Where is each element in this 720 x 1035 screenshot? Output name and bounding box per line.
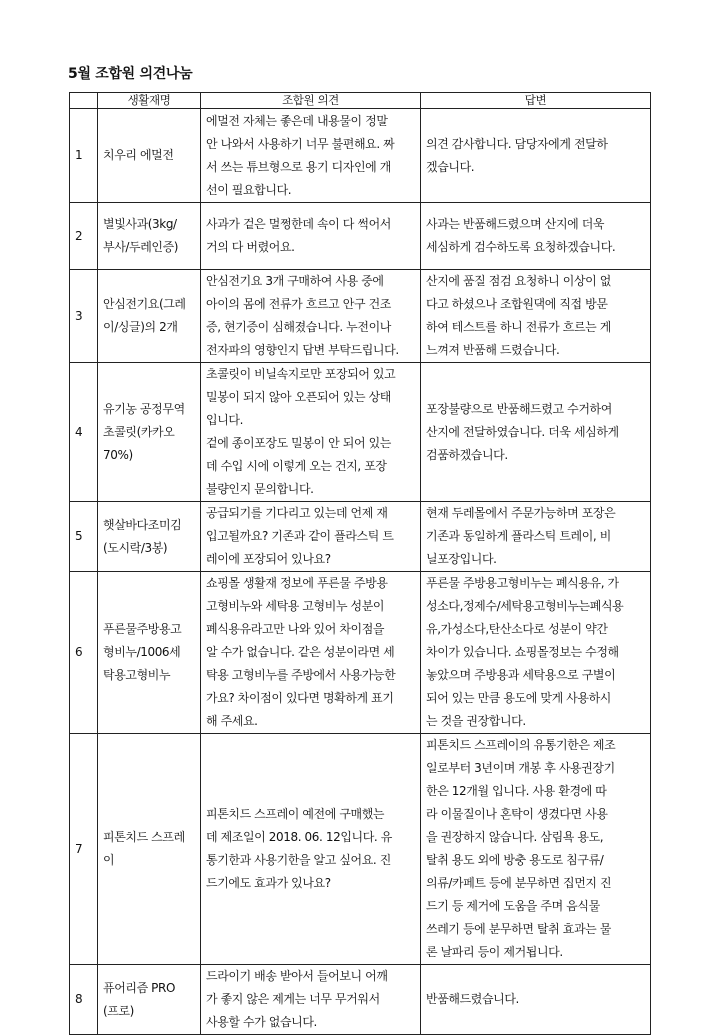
member-opinion-line: 레이에 포장되어 있나요? [206, 552, 331, 566]
member-opinion [201, 965, 421, 1035]
member-opinion [201, 572, 421, 734]
product-name-line: 형비누/1006세 [103, 645, 181, 659]
member-opinion-line: 공급되기를 기다리고 있는데 언제 재 [206, 506, 388, 520]
product-name-line: 이 [103, 853, 115, 867]
product-name [98, 572, 201, 734]
member-opinion-line: 밀봉이 되지 않아 오픈되어 있는 상태 [206, 390, 391, 404]
row-number: 3 [70, 270, 98, 363]
member-opinion-line: 데 수입 시에 이렇게 오는 건지, 포장 [206, 459, 387, 473]
answer-text-line: 의견 감사합니다. 담당자에게 전달하 [426, 136, 608, 151]
table-row [70, 502, 651, 572]
product-name-line: 퓨어리즘 PRO [103, 980, 176, 995]
row-number: 4 [70, 363, 98, 502]
member-opinion-line: 알 수가 없습니다. 같은 성분이라면 세 [206, 645, 395, 659]
product-name-line: 치우리 에멀전 [103, 148, 174, 162]
answer-text [421, 965, 651, 1035]
answer-text-line: 다고 하셨으나 조합원댁에 직접 방문 [426, 297, 608, 311]
member-opinion-line: 드라이기 배송 받아서 들어보니 어깨 [206, 969, 388, 983]
member-opinion-line: 사과가 겉은 멀쩡한데 속이 다 썩어서 [206, 217, 391, 231]
answer-text-line: 일로부터 3년이며 개봉 후 사용권장기 [426, 761, 615, 775]
member-opinion-line: 초콜릿이 비닐속지로만 포장되어 있고 [206, 367, 396, 381]
table-body [70, 109, 651, 1035]
product-name [98, 734, 201, 965]
answer-text-line: 겠습니다. [426, 159, 475, 174]
answer-text [421, 502, 651, 572]
member-opinion [201, 734, 421, 965]
answer-text [421, 363, 651, 502]
answer-text-line: 되어 있는 만큼 용도에 맞게 사용하시 [426, 691, 611, 705]
header-answer: 답변 [421, 93, 651, 109]
answer-text-line: 세심하게 검수하도록 요청하겠습니다. [426, 240, 616, 254]
table-row [70, 363, 651, 502]
answer-text-line: 닐포장입니다. [426, 552, 497, 566]
header-product: 생활재명 [98, 93, 201, 109]
answer-text-line: 포장불량으로 반품해드렸고 수거하여 [426, 401, 612, 416]
member-opinion [201, 502, 421, 572]
answer-text-line: 성소다,정제수/세탁용고형비누는폐식용 [426, 599, 624, 613]
product-name [98, 363, 201, 502]
answer-text-line: 의류/카페트 등에 분무하면 집먼지 진 [426, 876, 612, 890]
product-name [98, 965, 201, 1035]
product-name [98, 203, 201, 270]
member-opinion-line: 가요? 차이점이 있다면 명확하게 표기 [206, 691, 394, 705]
product-name-line: (프로) [103, 1003, 134, 1018]
answer-text-line: 사과는 반품해드렸으며 산지에 더욱 [426, 217, 605, 231]
member-opinion-line: 피톤치드 스프레이 예전에 구매했는 [206, 807, 385, 821]
table-header-row [70, 93, 651, 109]
member-opinion-line: 고형비누와 세탁용 고형비누 성분이 [206, 599, 385, 613]
answer-text-line: 하여 테스트를 하니 전류가 흐르는 게 [426, 320, 611, 334]
product-name-line: 피톤치드 스프레 [103, 830, 185, 844]
table-row [70, 270, 651, 363]
member-opinion-line: 입고될까요? 기존과 같이 플라스틱 트 [206, 529, 394, 543]
row-number: 1 [70, 109, 98, 203]
member-opinion-line: 해 주세요. [206, 714, 258, 728]
page-title: 5월 조합원 의견나눔 [68, 66, 193, 82]
member-opinion-line: 불량인지 문의합니다. [206, 482, 314, 496]
answer-text-line: 검품하겠습니다. [426, 447, 508, 462]
answer-text-line: 드기 등 제거에 도움을 주며 음식물 [426, 899, 600, 913]
member-opinion-line: 안 나와서 사용하기 너무 불편해요. 짜 [206, 136, 395, 151]
answer-text-line: 현재 두레몰에서 주문가능하며 포장은 [426, 506, 616, 520]
answer-text-line: 반품해드렸습니다. [426, 992, 519, 1006]
product-name-line: 푸른물주방용고 [103, 622, 182, 636]
answer-text-line: 느껴져 반품해 드렸습니다. [426, 343, 560, 357]
member-opinion [201, 203, 421, 270]
answer-text-line: 차이가 있습니다. 쇼핑몰정보는 수정해 [426, 645, 619, 659]
product-name-line: 초콜릿(카카오 [103, 424, 175, 439]
product-name [98, 502, 201, 572]
answer-text [421, 270, 651, 363]
answer-text-line: 론 날파리 등이 제거됩니다. [426, 945, 563, 959]
member-opinion-line: 에멀전 자체는 좋은데 내용물이 정말 [206, 113, 388, 128]
member-opinion-line: 데 제조일이 2018. 06. 12입니다. 유 [206, 830, 392, 844]
product-name-line: 안심전기요(그레 [103, 297, 186, 311]
row-number: 2 [70, 203, 98, 270]
answer-text-line: 피톤치드 스프레이의 유통기한은 제조 [426, 738, 616, 752]
header-opinion: 조합원 의견 [201, 93, 421, 109]
member-opinion-line: 가 좋지 않은 제게는 너무 무거워서 [206, 992, 380, 1006]
product-name [98, 109, 201, 203]
member-opinion-line: 겉에 종이포장도 밀봉이 안 되어 있는 [206, 436, 391, 450]
product-name [98, 270, 201, 363]
product-name-line: 햇살바다조미김 [103, 517, 182, 532]
answer-text-line: 산지에 품질 점검 요청하니 이상이 없 [426, 274, 611, 288]
member-opinion [201, 270, 421, 363]
answer-text-line: 탈취 용도 외에 방충 용도로 침구류/ [426, 853, 604, 867]
member-opinion-line: 입니다. [206, 413, 243, 427]
answer-text [421, 203, 651, 270]
row-number: 6 [70, 572, 98, 734]
member-opinion-line: 선이 필요합니다. [206, 182, 292, 197]
feedback-table [69, 92, 651, 1035]
table-row [70, 965, 651, 1035]
answer-text-line: 는 것을 권장합니다. [426, 714, 526, 728]
table-row [70, 572, 651, 734]
answer-text-line: 한은 12개월 입니다. 사용 환경에 따 [426, 784, 607, 798]
answer-text [421, 572, 651, 734]
answer-text-line: 푸른물 주방용고형비누는 폐식용유, 가 [426, 576, 619, 590]
member-opinion-line: 쇼핑몰 생활재 정보에 푸른물 주방용 [206, 576, 388, 590]
table-row [70, 109, 651, 203]
table-row [70, 203, 651, 270]
answer-text-line: 을 권장하지 않습니다. 삼림욕 용도, [426, 830, 604, 844]
product-name-line: 70%) [103, 447, 133, 462]
answer-text [421, 109, 651, 203]
product-name-line: 이/싱글)의 2개 [103, 320, 178, 334]
row-number: 7 [70, 734, 98, 965]
member-opinion-line: 증, 현기증이 심해졌습니다. 누전이나 [206, 320, 391, 334]
member-opinion-line: 전자파의 영향인지 답변 부탁드립니다. [206, 343, 399, 357]
product-name-line: 별빛사과(3kg/ [103, 217, 177, 231]
member-opinion-line: 안심전기요 3개 구매하여 사용 중에 [206, 274, 384, 288]
answer-text-line: 놓았으며 주방용과 세탁용으로 구별이 [426, 668, 616, 682]
member-opinion-line: 서 쓰는 튜브형으로 용기 디자인에 개 [206, 159, 391, 174]
answer-text-line: 쓰레기 등에 분무하면 탈취 효과는 물 [426, 922, 611, 936]
answer-text-line: 라 이물질이나 혼탁이 생겼다면 사용 [426, 807, 608, 821]
member-opinion-line: 폐식용유라고만 나와 있어 차이점을 [206, 622, 385, 636]
member-opinion-line: 아이의 몸에 전류가 흐르고 안구 건조 [206, 297, 391, 311]
member-opinion-line: 통기한과 사용기한을 알고 싶어요. 진 [206, 853, 391, 867]
product-name-line: 유기농 공정무역 [103, 401, 185, 416]
answer-text [421, 734, 651, 965]
member-opinion-line: 거의 다 버렸어요. [206, 240, 295, 254]
product-name-line: (도시락/3봉) [103, 540, 168, 555]
answer-text-line: 유,가성소다,탄산소다로 성분이 약간 [426, 622, 608, 636]
member-opinion [201, 363, 421, 502]
table-row [70, 734, 651, 965]
product-name-line: 부사/두레인증) [103, 240, 179, 254]
row-number: 8 [70, 965, 98, 1035]
answer-text-line: 산지에 전달하였습니다. 더욱 세심하게 [426, 424, 619, 439]
answer-text-line: 기존과 동일하게 플라스틱 트레이, 비 [426, 529, 611, 543]
member-opinion-line: 탁용 고형비누를 주방에서 사용가능한 [206, 668, 396, 682]
product-name-line: 탁용고형비누 [103, 668, 171, 682]
row-number: 5 [70, 502, 98, 572]
member-opinion-line: 사용할 수가 없습니다. [206, 1015, 317, 1029]
header-number [70, 93, 98, 109]
member-opinion-line: 드기에도 효과가 있나요? [206, 876, 331, 890]
member-opinion [201, 109, 421, 203]
